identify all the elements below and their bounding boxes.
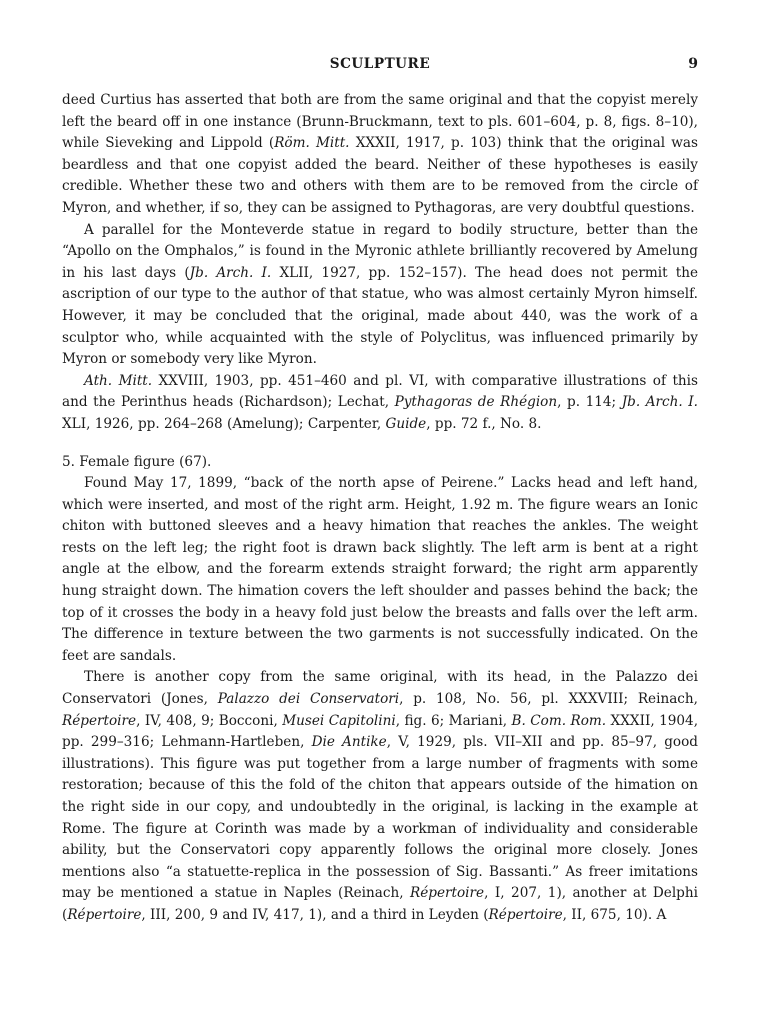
italic-citation: B. Com. Rom.: [511, 712, 607, 729]
text-run: deed Curtius has asserted that both are from the same original and that the copyist merely left the beard off in one instance (Brunn-Bruckmann, text to pls. 601–604, p. 8, figs. 8–10), while Sieveking and Lippold (: [62, 92, 698, 152]
section-gap: [62, 436, 698, 452]
text-run: , V, 1929, pls. VII–XII and pp. 85–97, good illustrations). This figure was put together from a large number of fragments with some restoration; because of this the fold of the chiton that appears outside of the himation on the right side in our copy, and undoubtedly in the original, is lacking in the example at Rome. The figure at Corinth was made by a workman of individuality and considerable ability, but the Conservatori copy apparently follows the original more closely. Jones mentions also “a statuette-replica in the possession of Sig. Bassanti.” As freer imitations may be mentioned a statue in Naples (Reinach,: [62, 734, 698, 902]
italic-citation: Röm. Mitt.: [274, 135, 350, 152]
text-run: , IV, 408, 9; Bocconi,: [136, 712, 283, 729]
paragraph: [62, 473, 698, 667]
text-run: There is another copy from the same original, with its head, in the Palazzo dei Conservatori (Jones,: [62, 669, 698, 708]
text-run: , III, 200, 9 and IV, 417, 1), and a third in Leyden (: [141, 906, 489, 923]
italic-citation: Ath. Mitt.: [84, 372, 153, 389]
text-run: Found May 17, 1899, “back of the north apse of Peirene.” Lacks head and left hand, which were inserted, and most of the right arm. Height, 1.92 m. The figure wears an Ionic chiton with buttoned sleeves and a heavy himation that reaches the ankles. The weight rests on the left leg; the right foot is drawn back slightly. The left arm is bent at a right angle at the elbow, and the forearm extends straight forward; the right arm apparently hung straight down. The himation covers the left shoulder and passes behind the back; the top of it crosses the body in a heavy fold just below the breasts and falls over the left arm. The difference in texture between the two garments is not successfully indicated. On the feet are sandals.: [62, 475, 698, 664]
text-run: XXXII, 1917, p. 103) think that the original was beardless and that one copyist added the beard. Neither of these hypotheses is easily credible. Whether these two and others with them are to be removed from the circle of Myron, and whether, if so, they can be assigned to Pythagoras, are very doubtful questions.: [62, 135, 698, 216]
text-run: , p. 108, No. 56, pl. XXXVIII; Reinach,: [399, 691, 698, 708]
paragraph: [62, 90, 698, 220]
entry-heading: 5. Female figure (67).: [62, 453, 212, 470]
paragraph: [62, 667, 698, 926]
document-page: [62, 54, 698, 927]
italic-citation: Guide: [385, 415, 427, 432]
text-run: , fig. 6; Mariani,: [395, 712, 512, 729]
text-run: XXVIII, 1903, pp. 451–460 and pl. VI, with comparative illustrations of this and the Perinthus heads (Richardson); Lechat,: [62, 372, 699, 411]
italic-citation: Pythagoras de Rhégion: [394, 394, 558, 411]
text-run: , I, 207, 1), another at Delphi (: [62, 885, 698, 923]
text-run: , II, 675, 10). A: [562, 906, 667, 923]
page-header: [62, 54, 698, 78]
italic-citation: Répertoire: [410, 885, 485, 902]
italic-citation: Jb. Arch. I.: [621, 394, 698, 411]
text-run: XLII, 1927, pp. 152–157). The head does not permit the ascription of our type to the author of that statue, who was almost certainly Myron himself. However, it may be concluded that the original, made about 440, was the work of a sculptor who, while acquainted with the style of Polyclitus, was influenced primarily by Myron or somebody very like Myron.: [62, 264, 699, 368]
paragraph: [62, 220, 698, 371]
page-number: 9: [688, 56, 698, 72]
italic-citation: Répertoire: [62, 712, 137, 729]
italic-citation: Jb. Arch. I.: [189, 264, 272, 281]
italic-citation: Palazzo dei Conservatori: [217, 691, 400, 708]
italic-citation: Die Antike: [311, 734, 387, 751]
italic-citation: Musei Capitolini: [282, 712, 396, 729]
running-title: SCULPTURE: [329, 56, 431, 72]
italic-citation: Répertoire: [488, 906, 563, 923]
text-run: A parallel for the Monteverde statue in regard to bodily structure, better than the “Apollo on the Omphalos,” is found in the Myronic athlete brilliantly recovered by Amelung in his last days (: [62, 221, 698, 281]
text-run: XXXII, 1904, pp. 299–316; Lehmann-Hartleben,: [62, 712, 699, 751]
text-run: XLI, 1926, pp. 264–268 (Amelung); Carpenter,: [62, 415, 386, 432]
bibliography-note: [62, 371, 698, 436]
italic-citation: Répertoire: [67, 906, 142, 923]
text-run: , p. 114;: [557, 394, 622, 411]
text-run: , pp. 72 f., No. 8.: [426, 415, 542, 432]
